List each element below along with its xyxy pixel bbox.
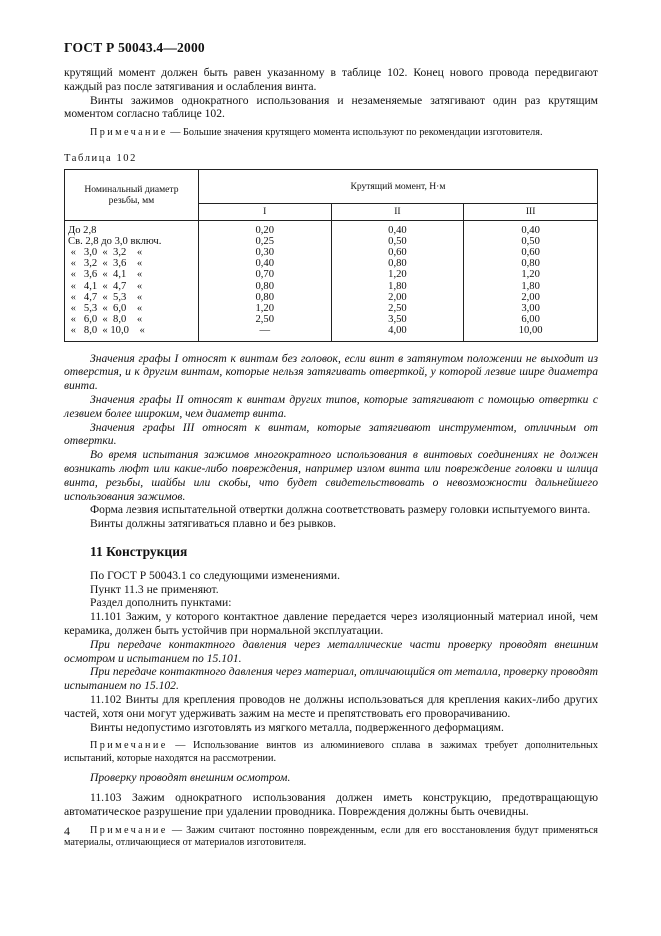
table-row: [65, 236, 598, 247]
diameter-cell: « 3,0 « 3,2 «: [65, 247, 199, 258]
paragraph: 11.101 Зажим, у которого контактное давление передается через изоляционный материал иной, чем керамика, должен быть устойчив при нормальной эксплуатации.: [64, 610, 598, 637]
paragraph: При передаче контактного давления через материал, отличающийся от металла, проверку проводят испытанием по 15.102.: [64, 665, 598, 693]
document-body: [64, 66, 598, 849]
section-title: 11 Конструкция: [90, 543, 188, 559]
torque-ii-cell: 2,50: [331, 303, 464, 314]
table-row: [65, 303, 598, 314]
torque-i-cell: 0,40: [198, 258, 331, 269]
table-row: [65, 258, 598, 269]
paragraph: Винты недопустимо изготовлять из мягкого металла, подверженного деформациям.: [90, 720, 504, 734]
note-text: — Зажим считают постоянно поврежденным, если для его восстановления будут применяться материалы, отличающиеся от материалов изготовителя.: [64, 824, 598, 848]
note: [64, 127, 598, 139]
torque-i-cell: —: [198, 325, 331, 341]
paragraph: Проверку проводят внешним осмотром.: [90, 771, 291, 785]
note: [64, 825, 598, 850]
table-caption: Таблица 102: [64, 152, 138, 164]
torque-ii-cell: 1,20: [331, 269, 464, 280]
diameter-cell: « 3,6 « 4,1 «: [65, 269, 199, 280]
diameter-cell: « 5,3 « 6,0 «: [65, 303, 199, 314]
torque-ii-cell: 2,00: [331, 292, 464, 303]
torque-iii-cell: 0,40: [464, 220, 598, 236]
table-row: [65, 220, 598, 236]
paragraph: Значения графы III относят к винтам, которые затягивают инструментом, отличным от отвертки.: [64, 420, 598, 448]
note-text: — Большие значения крутящего момента используют по рекомендации изготовителя.: [167, 127, 543, 139]
torque-i-cell: 0,20: [198, 220, 331, 236]
torque-iii-cell: 2,00: [464, 292, 598, 303]
table-row: [65, 269, 598, 280]
column-header-ii: II: [331, 204, 464, 220]
paragraph: крутящий момент должен быть равен указанному в таблице 102. Конец нового провода передвигают каждый раз после затягивания и ослабления винта.: [64, 66, 598, 93]
torque-ii-cell: 1,80: [331, 281, 464, 292]
paragraph: Пункт 11.3 не применяют.: [90, 582, 219, 596]
column-header-diameter: Номинальный диаметр резьбы, мм: [65, 170, 199, 220]
column-header-iii: III: [464, 204, 598, 220]
torque-ii-cell: 3,50: [331, 314, 464, 325]
torque-iii-cell: 1,20: [464, 269, 598, 280]
torque-i-cell: 0,80: [198, 292, 331, 303]
torque-ii-cell: 0,80: [331, 258, 464, 269]
torque-iii-cell: 0,80: [464, 258, 598, 269]
diameter-cell: « 4,7 « 5,3 «: [65, 292, 199, 303]
torque-i-cell: 0,70: [198, 269, 331, 280]
table-row: [65, 314, 598, 325]
table-row: [65, 325, 598, 341]
diameter-cell: « 4,1 « 4,7 «: [65, 281, 199, 292]
document-header: ГОСТ Р 50043.4—2000: [64, 40, 205, 55]
paragraph: Форма лезвия испытательной отвертки должна соответствовать размеру головки испытуемого винта.: [90, 503, 591, 517]
torque-iii-cell: 0,60: [464, 247, 598, 258]
torque-iii-cell: 10,00: [464, 325, 598, 341]
torque-iii-cell: 3,00: [464, 303, 598, 314]
torque-i-cell: 0,30: [198, 247, 331, 258]
torque-ii-cell: 0,60: [331, 247, 464, 258]
torque-i-cell: 1,20: [198, 303, 331, 314]
paragraph: Винты должны затягиваться плавно и без рывков.: [90, 517, 337, 531]
paragraph: По ГОСТ Р 50043.1 со следующими изменениями.: [90, 568, 340, 582]
torque-iii-cell: 0,50: [464, 236, 598, 247]
torque-ii-cell: 0,40: [331, 220, 464, 236]
diameter-cell: « 3,2 « 3,6 «: [65, 258, 199, 269]
paragraph: Раздел дополнить пунктами:: [90, 596, 232, 610]
torque-iii-cell: 1,80: [464, 281, 598, 292]
note-text: — Использование винтов из алюминиевого сплава в зажимах требует дополнительных испытаний, которые находятся на рассмотрении.: [64, 740, 598, 764]
table-row: [65, 247, 598, 258]
torque-ii-cell: 4,00: [331, 325, 464, 341]
paragraph: Винты зажимов однократного использования и незаменяемые затягивают один раз крутящим моментом согласно таблице 102.: [64, 93, 598, 121]
diameter-cell: Св. 2,8 до 3,0 включ.: [65, 236, 199, 247]
column-header-i: I: [198, 204, 331, 220]
torque-ii-cell: 0,50: [331, 236, 464, 247]
diameter-cell: « 6,0 « 8,0 «: [65, 314, 199, 325]
torque-i-cell: 0,80: [198, 281, 331, 292]
diameter-cell: « 8,0 « 10,0 «: [65, 325, 199, 341]
paragraph: При передаче контактного давления через металлические части проверку проводят внешним осмотром и испытанием по 15.101.: [64, 637, 598, 665]
paragraph: 11.102 Винты для крепления проводов не должны использоваться для крепления каких-либо других частей, хотя они могут удерживать зажим на месте и препятствовать его проворачиванию.: [64, 692, 598, 720]
paragraph: Значения графы II относят к винтам других типов, которые затягивают с помощью отвертки с лезвием более широким, чем диаметр винта.: [64, 393, 598, 420]
paragraph: 11.103 Зажим однократного использования должен иметь конструкцию, предотвращающую автоматическое разрушение при удалении проводника. Повреждения должны быть очевидны.: [64, 790, 598, 818]
diameter-cell: До 2,8: [65, 220, 199, 236]
torque-i-cell: 2,50: [198, 314, 331, 325]
torque-iii-cell: 6,00: [464, 314, 598, 325]
note-label: Примечание: [90, 824, 168, 836]
torque-table: [64, 169, 598, 341]
page-number: 4: [64, 824, 70, 838]
torque-i-cell: 0,25: [198, 236, 331, 247]
note: [64, 740, 598, 765]
column-header-torque: Крутящий момент, Н·м: [198, 170, 597, 204]
table-row: [65, 292, 598, 303]
paragraph: Во время испытания зажимов многократного использования в винтовых соединениях не должен возникать люфт или какие-либо повреждения, например излом винта или повреждение головки и шлица винта, резьбы, шайбы или скобы, что будет свидетельствовать о невозможности дальнейшего использования зажимов.: [64, 448, 598, 503]
paragraph: Значения графы I относят к винтам без головок, если винт в затянутом положении не выходит из отверстия, и к другим винтам, которые нельзя затягивать отверткой, у которой лезвие шире диаметра винта.: [64, 351, 598, 393]
note-label: Примечание: [90, 740, 168, 752]
table-row: [65, 281, 598, 292]
note-label: Примечание: [90, 127, 168, 139]
